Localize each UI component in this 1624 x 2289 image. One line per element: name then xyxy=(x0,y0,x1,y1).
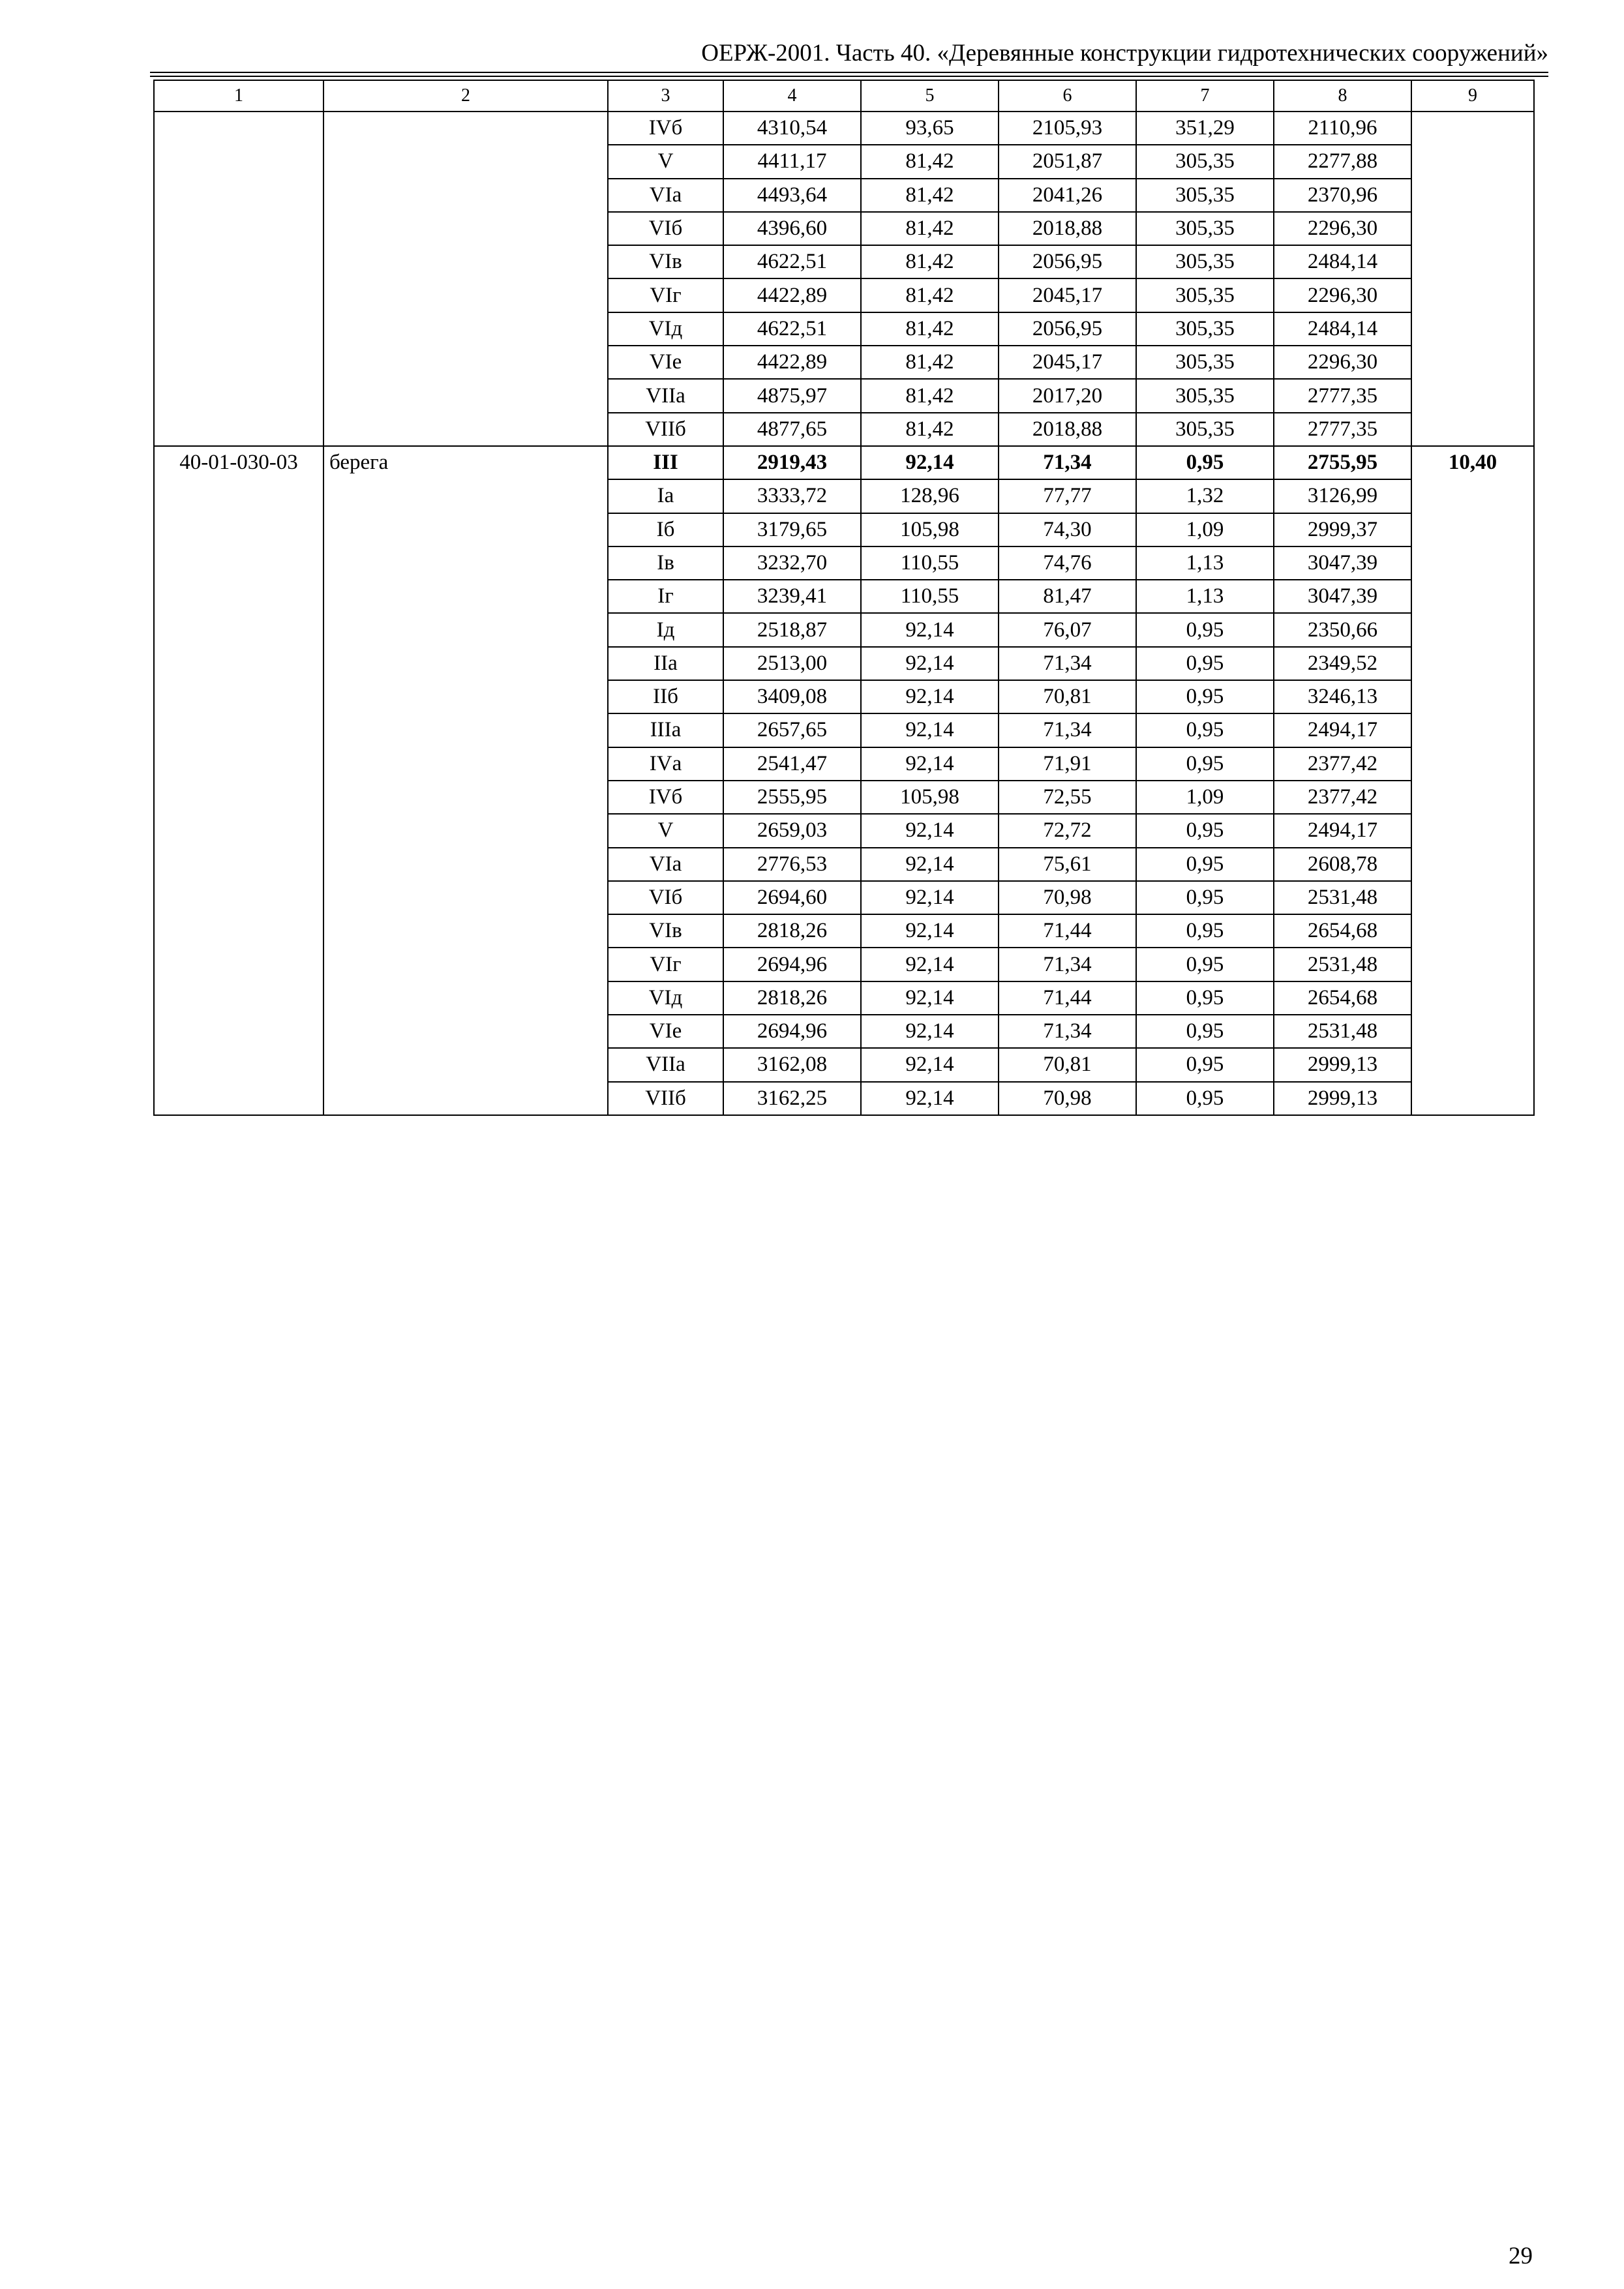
value-cell: 92,14 xyxy=(861,1082,999,1115)
value-cell: 2110,96 xyxy=(1274,112,1411,145)
value-cell: 2541,47 xyxy=(723,747,861,781)
value-cell: 92,14 xyxy=(861,647,999,680)
value-cell: 2296,30 xyxy=(1274,212,1411,245)
column-header: 5 xyxy=(861,80,999,112)
value-cell: 2017,20 xyxy=(999,379,1136,412)
value-cell: 1,09 xyxy=(1136,781,1274,814)
value-cell: 92,14 xyxy=(861,848,999,881)
value-cell: 0,95 xyxy=(1136,713,1274,747)
column-header: 9 xyxy=(1411,80,1534,112)
zone-cell: VIе xyxy=(608,1015,723,1048)
value-cell: 4422,89 xyxy=(723,346,861,379)
value-cell: 3333,72 xyxy=(723,479,861,513)
value-cell: 105,98 xyxy=(861,513,999,546)
column-header: 8 xyxy=(1274,80,1411,112)
value-cell: 305,35 xyxy=(1136,379,1274,412)
zone-cell: VIд xyxy=(608,312,723,346)
value-cell: 2349,52 xyxy=(1274,647,1411,680)
value-cell: 92,14 xyxy=(861,814,999,847)
value-cell: 92,14 xyxy=(861,613,999,646)
value-cell: 110,55 xyxy=(861,546,999,580)
value-cell: 92,14 xyxy=(861,747,999,781)
value-cell: 2370,96 xyxy=(1274,179,1411,212)
column-9-cell: 10,40 xyxy=(1411,446,1534,1115)
value-cell: 2531,48 xyxy=(1274,948,1411,981)
value-cell: 2694,96 xyxy=(723,1015,861,1048)
value-cell: 105,98 xyxy=(861,781,999,814)
value-cell: 305,35 xyxy=(1136,278,1274,312)
rate-code-cell xyxy=(154,112,323,446)
page-number: 29 xyxy=(1509,2243,1533,2269)
zone-cell: IIб xyxy=(608,680,723,713)
value-cell: 2051,87 xyxy=(999,145,1136,178)
value-cell: 2999,37 xyxy=(1274,513,1411,546)
value-cell: 4396,60 xyxy=(723,212,861,245)
value-cell: 3047,39 xyxy=(1274,546,1411,580)
value-cell: 0,95 xyxy=(1136,1048,1274,1081)
value-cell: 305,35 xyxy=(1136,413,1274,446)
value-cell: 81,42 xyxy=(861,379,999,412)
value-cell: 70,98 xyxy=(999,881,1136,914)
value-cell: 0,95 xyxy=(1136,680,1274,713)
value-cell: 2777,35 xyxy=(1274,413,1411,446)
value-cell: 4493,64 xyxy=(723,179,861,212)
value-cell: 0,95 xyxy=(1136,881,1274,914)
value-cell: 71,34 xyxy=(999,647,1136,680)
value-cell: 3179,65 xyxy=(723,513,861,546)
value-cell: 2755,95 xyxy=(1274,446,1411,479)
value-cell: 72,72 xyxy=(999,814,1136,847)
column-header: 4 xyxy=(723,80,861,112)
value-cell: 3047,39 xyxy=(1274,580,1411,613)
value-cell: 74,76 xyxy=(999,546,1136,580)
value-cell: 2056,95 xyxy=(999,245,1136,278)
value-cell: 3162,08 xyxy=(723,1048,861,1081)
value-cell: 2694,96 xyxy=(723,948,861,981)
value-cell: 305,35 xyxy=(1136,312,1274,346)
value-cell: 70,81 xyxy=(999,1048,1136,1081)
value-cell: 92,14 xyxy=(861,914,999,948)
value-cell: 92,14 xyxy=(861,981,999,1015)
value-cell: 2518,87 xyxy=(723,613,861,646)
value-cell: 0,95 xyxy=(1136,747,1274,781)
zone-cell: Iг xyxy=(608,580,723,613)
value-cell: 71,44 xyxy=(999,914,1136,948)
value-cell: 3232,70 xyxy=(723,546,861,580)
value-cell: 92,14 xyxy=(861,446,999,479)
column-9-cell xyxy=(1411,112,1534,446)
page-header-title: ОЕРЖ-2001. Часть 40. «Деревянные конструкции гидротехнических сооружений» xyxy=(701,40,1548,67)
rates-table-body xyxy=(154,80,1534,1115)
value-cell: 2018,88 xyxy=(999,413,1136,446)
value-cell: 70,98 xyxy=(999,1082,1136,1115)
value-cell: 2657,65 xyxy=(723,713,861,747)
value-cell: 2056,95 xyxy=(999,312,1136,346)
value-cell: 0,95 xyxy=(1136,948,1274,981)
value-cell: 2296,30 xyxy=(1274,278,1411,312)
value-cell: 70,81 xyxy=(999,680,1136,713)
zone-cell: IVа xyxy=(608,747,723,781)
rate-name-cell xyxy=(323,112,608,446)
value-cell: 71,34 xyxy=(999,713,1136,747)
value-cell: 81,42 xyxy=(861,245,999,278)
value-cell: 81,42 xyxy=(861,413,999,446)
value-cell: 93,65 xyxy=(861,112,999,145)
value-cell: 2555,95 xyxy=(723,781,861,814)
zone-cell: IVб xyxy=(608,781,723,814)
value-cell: 4622,51 xyxy=(723,245,861,278)
zone-cell: VIг xyxy=(608,278,723,312)
value-cell: 2999,13 xyxy=(1274,1082,1411,1115)
zone-cell: VIа xyxy=(608,848,723,881)
value-cell: 1,13 xyxy=(1136,546,1274,580)
value-cell: 2484,14 xyxy=(1274,245,1411,278)
zone-cell: Iб xyxy=(608,513,723,546)
value-cell: 3126,99 xyxy=(1274,479,1411,513)
value-cell: 0,95 xyxy=(1136,814,1274,847)
value-cell: 2608,78 xyxy=(1274,848,1411,881)
zone-cell: VIг xyxy=(608,948,723,981)
value-cell: 92,14 xyxy=(861,881,999,914)
value-cell: 305,35 xyxy=(1136,346,1274,379)
rates-table xyxy=(153,80,1535,1116)
value-cell: 2296,30 xyxy=(1274,346,1411,379)
value-cell: 2494,17 xyxy=(1274,713,1411,747)
zone-cell: IIа xyxy=(608,647,723,680)
zone-cell: VIIб xyxy=(608,413,723,446)
value-cell: 76,07 xyxy=(999,613,1136,646)
table-row xyxy=(154,446,1534,479)
column-header: 6 xyxy=(999,80,1136,112)
value-cell: 92,14 xyxy=(861,713,999,747)
value-cell: 81,42 xyxy=(861,145,999,178)
zone-cell: V xyxy=(608,814,723,847)
value-cell: 2377,42 xyxy=(1274,781,1411,814)
value-cell: 4422,89 xyxy=(723,278,861,312)
value-cell: 2045,17 xyxy=(999,346,1136,379)
value-cell: 92,14 xyxy=(861,948,999,981)
value-cell: 2776,53 xyxy=(723,848,861,881)
column-header: 1 xyxy=(154,80,323,112)
value-cell: 0,95 xyxy=(1136,1015,1274,1048)
value-cell: 2654,68 xyxy=(1274,914,1411,948)
zone-cell: VIд xyxy=(608,981,723,1015)
value-cell: 110,55 xyxy=(861,580,999,613)
value-cell: 71,34 xyxy=(999,948,1136,981)
zone-cell: Iв xyxy=(608,546,723,580)
value-cell: 2350,66 xyxy=(1274,613,1411,646)
value-cell: 4877,65 xyxy=(723,413,861,446)
value-cell: 2659,03 xyxy=(723,814,861,847)
value-cell: 305,35 xyxy=(1136,179,1274,212)
value-cell: 74,30 xyxy=(999,513,1136,546)
zone-cell: Iа xyxy=(608,479,723,513)
value-cell: 81,42 xyxy=(861,278,999,312)
value-cell: 128,96 xyxy=(861,479,999,513)
value-cell: 2531,48 xyxy=(1274,1015,1411,1048)
value-cell: 77,77 xyxy=(999,479,1136,513)
value-cell: 2999,13 xyxy=(1274,1048,1411,1081)
value-cell: 4411,17 xyxy=(723,145,861,178)
value-cell: 305,35 xyxy=(1136,245,1274,278)
value-cell: 2045,17 xyxy=(999,278,1136,312)
value-cell: 3239,41 xyxy=(723,580,861,613)
value-cell: 1,13 xyxy=(1136,580,1274,613)
value-cell: 81,42 xyxy=(861,346,999,379)
value-cell: 2041,26 xyxy=(999,179,1136,212)
value-cell: 81,42 xyxy=(861,312,999,346)
zone-cell: IIIа xyxy=(608,713,723,747)
rate-code-cell: 40-01-030-03 xyxy=(154,446,323,1115)
zone-cell: VIIа xyxy=(608,379,723,412)
zone-cell: VIа xyxy=(608,179,723,212)
value-cell: 75,61 xyxy=(999,848,1136,881)
value-cell: 3162,25 xyxy=(723,1082,861,1115)
value-cell: 81,47 xyxy=(999,580,1136,613)
value-cell: 3409,08 xyxy=(723,680,861,713)
value-cell: 4310,54 xyxy=(723,112,861,145)
value-cell: 0,95 xyxy=(1136,1082,1274,1115)
value-cell: 71,91 xyxy=(999,747,1136,781)
value-cell: 81,42 xyxy=(861,212,999,245)
value-cell: 0,95 xyxy=(1136,613,1274,646)
value-cell: 2531,48 xyxy=(1274,881,1411,914)
value-cell: 71,34 xyxy=(999,446,1136,479)
rate-name-cell: берега xyxy=(323,446,608,1115)
zone-cell: VIе xyxy=(608,346,723,379)
value-cell: 72,55 xyxy=(999,781,1136,814)
value-cell: 3246,13 xyxy=(1274,680,1411,713)
zone-cell: VIIб xyxy=(608,1082,723,1115)
value-cell: 2654,68 xyxy=(1274,981,1411,1015)
column-header: 7 xyxy=(1136,80,1274,112)
value-cell: 2494,17 xyxy=(1274,814,1411,847)
zone-cell: IVб xyxy=(608,112,723,145)
value-cell: 92,14 xyxy=(861,680,999,713)
value-cell: 0,95 xyxy=(1136,914,1274,948)
zone-cell: VIIа xyxy=(608,1048,723,1081)
value-cell: 2277,88 xyxy=(1274,145,1411,178)
column-header: 2 xyxy=(323,80,608,112)
value-cell: 305,35 xyxy=(1136,145,1274,178)
column-number-row xyxy=(154,80,1534,112)
header-rule-bottom xyxy=(150,76,1548,77)
value-cell: 81,42 xyxy=(861,179,999,212)
zone-cell: VIв xyxy=(608,914,723,948)
zone-cell: Iд xyxy=(608,613,723,646)
zone-cell: VIб xyxy=(608,212,723,245)
value-cell: 2484,14 xyxy=(1274,312,1411,346)
value-cell: 0,95 xyxy=(1136,446,1274,479)
value-cell: 71,34 xyxy=(999,1015,1136,1048)
value-cell: 92,14 xyxy=(861,1048,999,1081)
value-cell: 351,29 xyxy=(1136,112,1274,145)
value-cell: 2694,60 xyxy=(723,881,861,914)
value-cell: 4622,51 xyxy=(723,312,861,346)
value-cell: 2105,93 xyxy=(999,112,1136,145)
value-cell: 4875,97 xyxy=(723,379,861,412)
value-cell: 2919,43 xyxy=(723,446,861,479)
value-cell: 2018,88 xyxy=(999,212,1136,245)
header-rule-top xyxy=(150,72,1548,73)
value-cell: 1,32 xyxy=(1136,479,1274,513)
zone-cell: III xyxy=(608,446,723,479)
value-cell: 2818,26 xyxy=(723,914,861,948)
value-cell: 2513,00 xyxy=(723,647,861,680)
value-cell: 2818,26 xyxy=(723,981,861,1015)
value-cell: 71,44 xyxy=(999,981,1136,1015)
column-header: 3 xyxy=(608,80,723,112)
value-cell: 0,95 xyxy=(1136,647,1274,680)
value-cell: 1,09 xyxy=(1136,513,1274,546)
value-cell: 2777,35 xyxy=(1274,379,1411,412)
table-row xyxy=(154,112,1534,145)
zone-cell: V xyxy=(608,145,723,178)
value-cell: 92,14 xyxy=(861,1015,999,1048)
zone-cell: VIб xyxy=(608,881,723,914)
value-cell: 305,35 xyxy=(1136,212,1274,245)
value-cell: 0,95 xyxy=(1136,848,1274,881)
value-cell: 0,95 xyxy=(1136,981,1274,1015)
value-cell: 2377,42 xyxy=(1274,747,1411,781)
zone-cell: VIв xyxy=(608,245,723,278)
